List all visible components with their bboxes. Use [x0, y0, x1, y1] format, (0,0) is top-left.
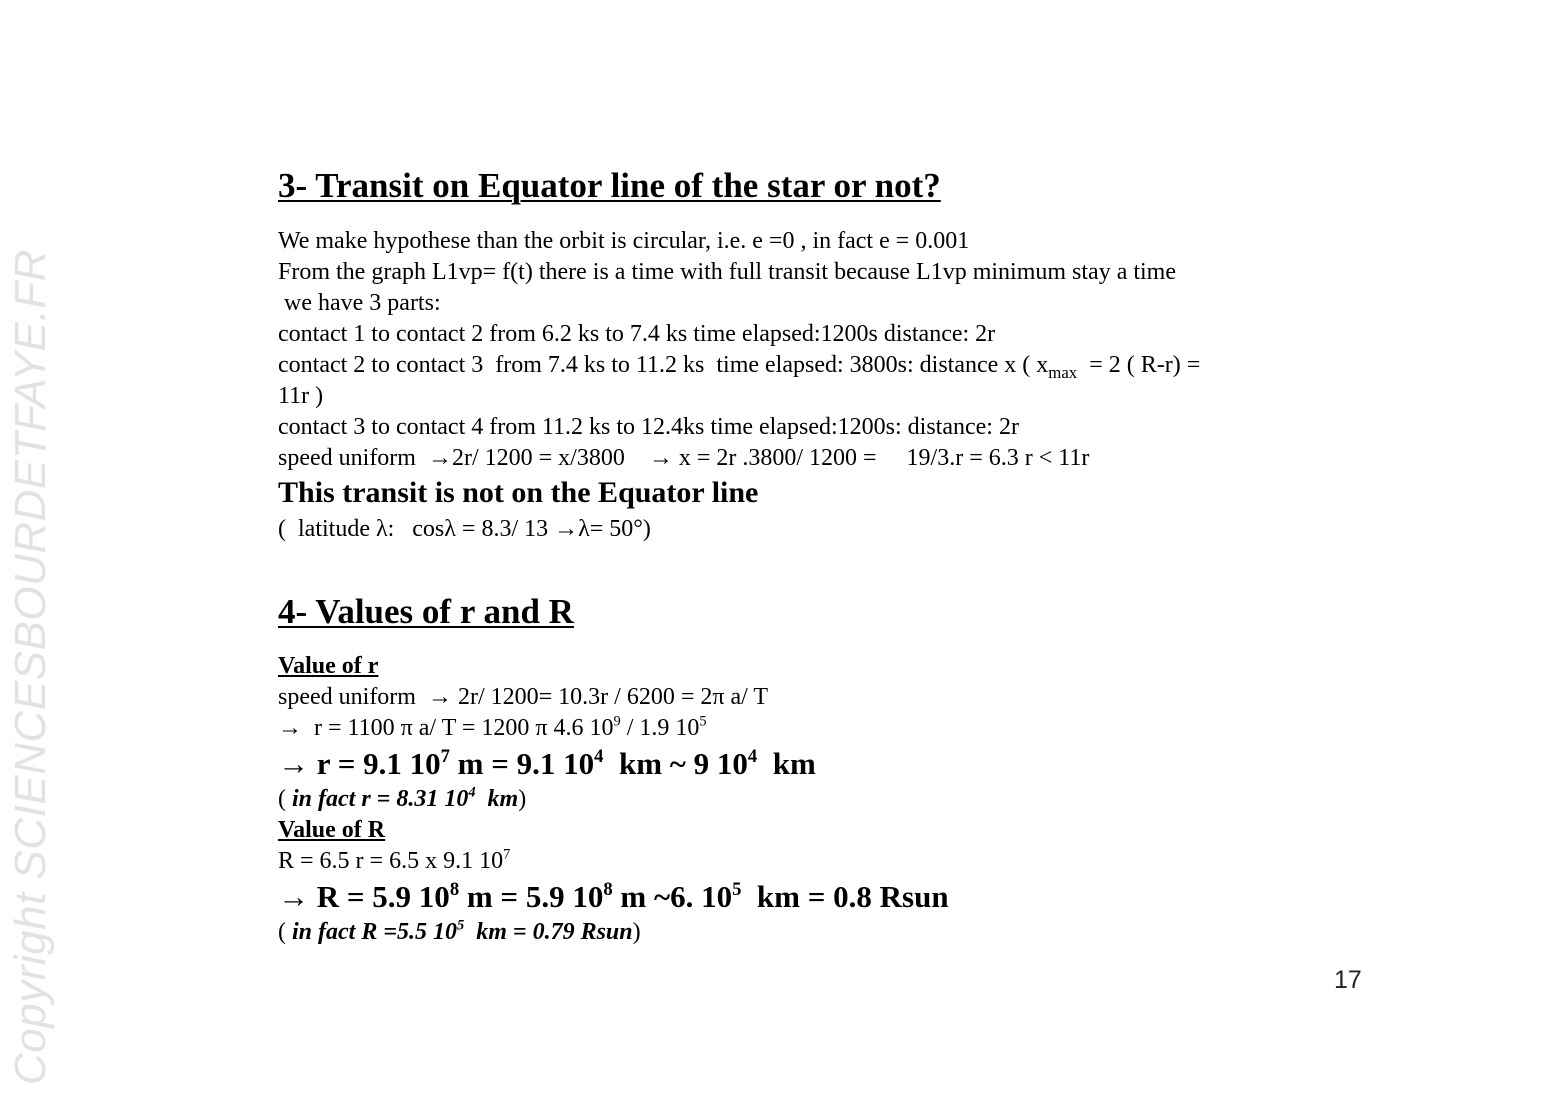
paren: ) — [632, 919, 641, 945]
contact-2-3-line — [278, 352, 1201, 382]
parts-line: we have 3 parts: — [278, 290, 441, 316]
paren: ( — [278, 919, 292, 945]
paren: ( — [278, 786, 292, 812]
R-formula-text: R = 6.5 r = 6.5 x 9.1 10 — [278, 848, 504, 874]
exponent: 8 — [449, 878, 460, 900]
exponent: 9 — [613, 713, 621, 730]
r-in-fact-note — [278, 786, 526, 813]
R-in-fact-text: in fact R =5.5 $10^5$ km = 0.79 Rsun — [292, 917, 633, 945]
R-formula-line — [278, 848, 510, 875]
hypothesis-line: We make hypothese than the orbit is circular, i.e. e =0 , in fact e = 0.001 — [278, 228, 970, 254]
section-3-title: 3- Transit on Equator line of the star or not? — [278, 166, 941, 205]
paren: ) — [518, 786, 527, 812]
R-result-text: m ~6. 10 — [612, 879, 733, 914]
exponent: 5 — [699, 713, 707, 730]
exponent: 7 — [440, 745, 450, 767]
exponent: 5 — [457, 917, 465, 934]
contact-2-3-text-end: = 2 ( R-r) = — [1077, 352, 1201, 378]
graph-line: From the graph L1vp= f(t) there is a time with full transit because L1vp minimum stay a time — [278, 259, 1176, 285]
r-result — [278, 746, 816, 782]
contact-3-4-line: contact 3 to contact 4 from 11.2 ks to 12.4ks time elapsed:1200s: distance: 2r — [278, 414, 1019, 440]
R-result — [278, 879, 949, 915]
speed-uniform-line: speed uniform →2r/ 1200 = x/3800 → x = 2r .3800/ 1200 = 19/3.r = 6.3 r < 11r — [278, 445, 1090, 471]
exponent: 4 — [468, 784, 476, 801]
exponent: 4 — [747, 745, 758, 767]
contact-2-3-continuation: 11r ) — [278, 383, 324, 409]
exponent: 4 — [594, 745, 604, 767]
R-result-text: m = 5.9 10 — [459, 879, 604, 914]
contact-1-2-line: contact 1 to contact 2 from 6.2 ks to 7.4 ks time elapsed:1200s distance: 2r — [278, 321, 996, 347]
r-result-text: km — [757, 746, 816, 781]
transit-conclusion: This transit is not on the Equator line — [278, 476, 759, 509]
contact-2-3-text: contact 2 to contact 3 from 7.4 ks to 11.2 ks time elapsed: 3800s: distance x ( x — [278, 352, 1049, 378]
r-in-fact-text: in fact r = 8.31 $10^4$ km — [292, 784, 519, 812]
page-number: 17 — [1334, 966, 1362, 994]
exponent: 5 — [732, 878, 742, 900]
r-result-text: km ~ 9 10 — [603, 746, 748, 781]
section-4-title: 4- Values of r and R — [278, 592, 574, 631]
exponent: 7 — [503, 846, 511, 863]
value-R-heading: Value of R — [278, 817, 386, 843]
latitude-line: ( latitude λ: cosλ = 8.3/ 13 →λ= 50°) — [278, 516, 651, 542]
r-result-text: m = 9.1 10 — [449, 746, 595, 781]
r-formula-text: → r = 1100 π a/ T = 1200 π 4.6 10 — [278, 715, 614, 741]
R-result-text: → R = 5.9 10 — [278, 879, 450, 914]
r-result-text: → r = 9.1 10 — [278, 746, 441, 781]
R-result-text: km = 0.8 Rsun — [741, 879, 949, 914]
xmax-subscript: max — [1048, 362, 1078, 382]
exponent: 8 — [603, 878, 613, 900]
value-r-heading: Value of r — [278, 653, 379, 679]
copyright-watermark: Copyright SCIENCESBOURDETFAYE.FR — [6, 249, 55, 1085]
r-speed-line: speed uniform → 2r/ 1200= 10.3r / 6200 = 2π a/ T — [278, 684, 769, 710]
r-formula-line — [278, 715, 707, 742]
r-formula-text: / 1.9 10 — [620, 715, 700, 741]
R-in-fact-note — [278, 919, 641, 946]
